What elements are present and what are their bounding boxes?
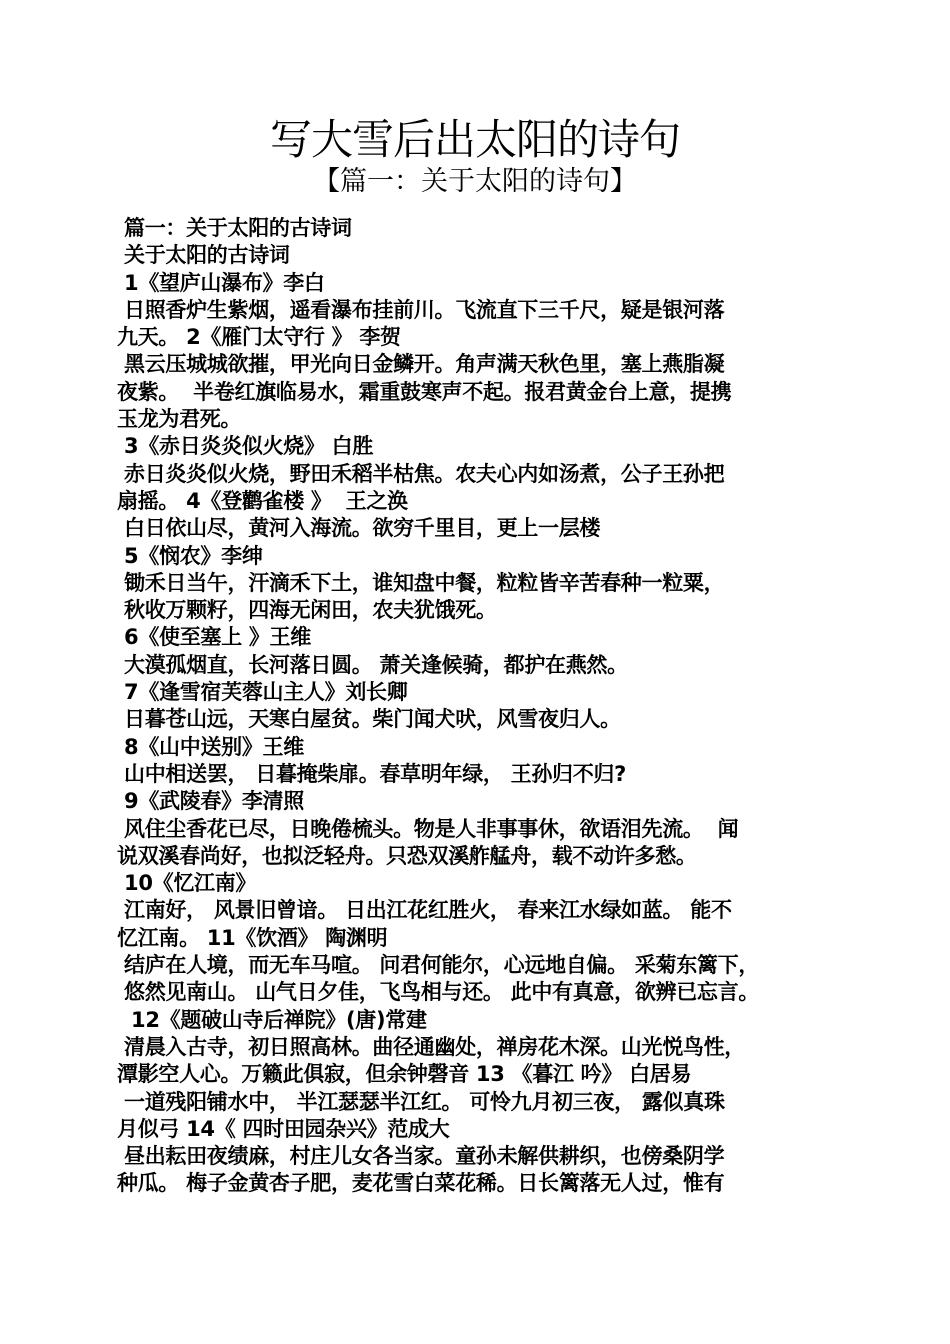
document-title: 写大雪后出太阳的诗句 xyxy=(269,115,680,164)
document-body xyxy=(117,215,832,1198)
text-line: 赤日炎炎似火烧，野田禾稻半枯焦。农夫心内如汤煮，公子王孙把 xyxy=(117,461,725,486)
text-line: 秋收万颗籽，四海无闲田，农夫犹饿死。 xyxy=(117,598,497,623)
text-line: 昼出耘田夜绩麻，村庄儿女各当家。童孙未解供耕织，也傍桑阴学 xyxy=(117,1144,725,1169)
text-line: 锄禾日当午，汗滴禾下土，谁知盘中餐，粒粒皆辛苦春种一粒粟， xyxy=(117,570,725,595)
text-line: 九天。 2《雁门太守行 》 李贺 xyxy=(117,325,401,350)
text-line: 一道残阳铺水中， 半江瑟瑟半江红。 可怜九月初三夜， 露似真珠 xyxy=(117,1089,725,1114)
text-line: 日照香炉生紫烟，遥看瀑布挂前川。飞流直下三千尺，疑是银河落 xyxy=(117,297,725,322)
text-line: 12《题破山寺后禅院》(唐)常建 xyxy=(117,1007,427,1032)
document-subtitle: 【篇一：关于太阳的诗句】 xyxy=(313,166,637,197)
text-line: 9《武陵春》李清照 xyxy=(117,789,304,814)
text-line: 说双溪春尚好，也拟泛轻舟。只恐双溪舴艋舟，载不动许多愁。 xyxy=(117,843,697,868)
text-line: 清晨入古寺，初日照高林。曲径通幽处，禅房花木深。山光悦鸟性， xyxy=(117,1034,746,1059)
text-line: 1《望庐山瀑布》李白 xyxy=(117,270,325,295)
text-line: 扇摇。 4《登鹳雀楼 》 王之涣 xyxy=(117,488,408,513)
text-line: 江南好， 风景旧曾谙。 日出江花红胜火， 春来江水绿如蓝。 能不 xyxy=(117,898,732,923)
text-line: 悠然见南山。 山气日夕佳，飞鸟相与还。 此中有真意，欲辨已忘言。 xyxy=(117,980,760,1005)
text-line: 10《忆江南》 xyxy=(117,871,257,896)
text-line: 夜紫。 半卷红旗临易水，霜重鼓寒声不起。报君黄金台上意，提携 xyxy=(117,379,732,404)
text-line: 3《赤日炎炎似火烧》 白胜 xyxy=(117,434,374,459)
text-line: 大漠孤烟直，长河落日圆。 萧关逢候骑，都护在燕然。 xyxy=(117,652,628,677)
text-line: 白日依山尽，黄河入海流。欲穷千里目，更上一层楼 xyxy=(117,516,601,541)
text-line: 结庐在人境，而无车马喧。 问君何能尔，心远地自偏。 采菊东篱下， xyxy=(117,953,760,978)
text-line: 种瓜。 梅子金黄杏子肥，麦花雪白菜花稀。日长篱落无人过，惟有 xyxy=(117,1171,725,1196)
text-line: 5《悯农》李绅 xyxy=(117,543,263,568)
text-line: 6《使至塞上 》王维 xyxy=(117,625,311,650)
text-line: 关于太阳的古诗词 xyxy=(117,243,290,268)
text-line: 黑云压城城欲摧，甲光向日金鳞开。角声满天秋色里，塞上燕脂凝 xyxy=(117,352,725,377)
text-line: 7《逢雪宿芙蓉山主人》刘长卿 xyxy=(117,680,408,705)
text-line: 潭影空人心。万籁此俱寂，但余钟磬音 13 《暮江 吟》 白居易 xyxy=(117,1062,692,1087)
text-line: 8《山中送别》王维 xyxy=(117,734,304,759)
text-line: 玉龙为君死。 xyxy=(117,407,242,432)
text-line: 忆江南。 11《饮酒》 陶渊明 xyxy=(117,925,388,950)
text-line: 风住尘香花已尽，日晚倦梳头。物是人非事事休，欲语泪先流。 闻 xyxy=(117,816,739,841)
text-line: 篇一：关于太阳的古诗词 xyxy=(117,216,352,240)
text-line: 日暮苍山远，天寒白屋贫。柴门闻犬吠，风雪夜归人。 xyxy=(117,707,621,732)
text-line: 月似弓 14《 四时田园杂兴》范成大 xyxy=(117,1116,450,1141)
text-line: 山中相送罢， 日暮掩柴扉。春草明年绿， 王孙归不归? xyxy=(117,761,627,786)
